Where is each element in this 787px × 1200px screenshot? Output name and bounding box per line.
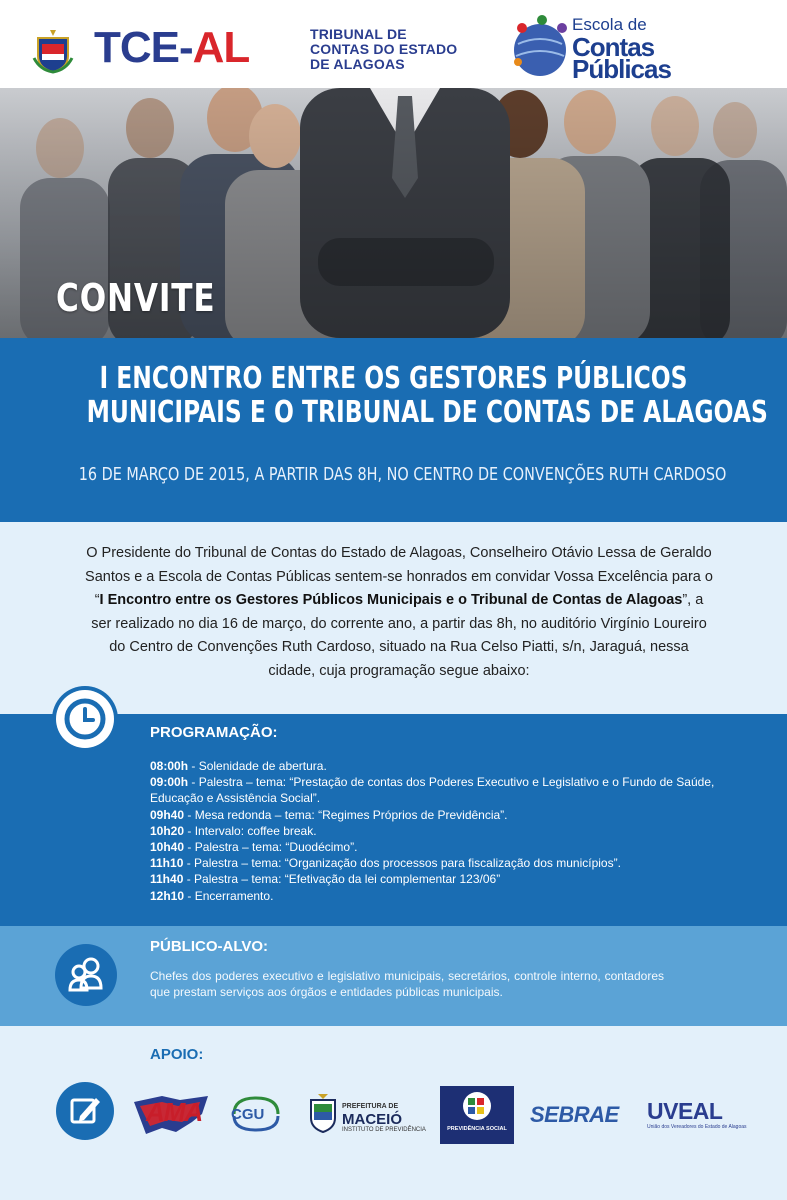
uveal-logo: UVEAL <box>647 1098 723 1124</box>
programacao-item: 10h40 - Palestra – tema: “Duodécimo”. <box>150 840 358 855</box>
programacao-item: 12h10 - Encerramento. <box>150 888 274 903</box>
edit-icon-badge <box>56 1082 114 1140</box>
programacao-item: 11h40 - Palestra – tema: “Efetivação da lei complementar 123/06” <box>150 872 501 887</box>
event-date: 16 DE MARÇO DE 2015, A PARTIR DAS 8H, NO CENTRO DE CONVENÇÕES RUTH CARDOSO <box>78 464 727 485</box>
previdencia-logo-box <box>440 1086 514 1144</box>
ama-logo: AMA <box>146 1097 203 1127</box>
programacao-item: 11h10 - Palestra – tema: “Organização dos processos para fiscalização dos municípios”. <box>150 856 621 871</box>
tce-al-logo: TCE-AL <box>94 23 250 72</box>
maceio-logo-prefix: PREFEITURA DE <box>342 1103 399 1110</box>
maceio-logo-subtitle: INSTITUTO DE PREVIDÊNCIA <box>342 1127 426 1133</box>
maceio-crest-icon <box>308 1094 338 1134</box>
alagoas-crest-icon <box>30 28 76 74</box>
cgu-logo: CGU <box>231 1106 265 1123</box>
edit-icon <box>56 1082 114 1140</box>
programacao-list <box>150 758 740 904</box>
people-icon-badge <box>55 944 117 1006</box>
programacao-item: 09:00h - Palestra – tema: “Prestação de contas dos Poderes Executivo e Legislativo e o Fundo de Saúde, Educação e Assistência Social”. <box>150 775 715 806</box>
previdencia-logo: PREVIDÊNCIA SOCIAL <box>447 1126 507 1132</box>
publico-title: PÚBLICO-ALVO: <box>150 938 269 955</box>
invitation-text: O Presidente do Tribunal de Contas do Estado de Alagoas, Conselheiro Otávio Lessa de Geraldo Santos e a Escola de Contas Públicas sentem-se honrados em convidar Vossa Excelência para o “I Encontro entre os Gestores Públicos Municipais e o Tribunal de Contas de Alagoas”, a ser realizado no dia 16 de março, do corrente ano, a partir das 8h, no auditório Virgínio Loureiro do Centro de Convenções Ruth Cardoso, situado na Rua Celso Piatti, s/n, Jaraguá, nessa cidade, cuja programação segue abaixo: <box>85 545 713 679</box>
uveal-logo-subtitle: União dos Vereadores do Estado de Alagoas <box>647 1124 747 1130</box>
convite-heading: CONVITE <box>56 276 216 320</box>
programacao-item: 08:00h - Solenidade de abertura. <box>150 759 327 773</box>
people-icon <box>55 944 117 1006</box>
apoio-title: APOIO: <box>150 1046 204 1063</box>
sebrae-logo: SEBRAE <box>530 1102 619 1127</box>
escola-contas-publicas-logo: Escola de Contas Públicas <box>572 15 671 84</box>
previdencia-emblem-icon <box>440 1086 514 1126</box>
programacao-item: 09h40 - Mesa redonda – tema: “Regimes Próprios de Previdência”. <box>150 807 508 822</box>
clock-icon <box>56 690 114 748</box>
maceio-logo: MACEIÓ <box>342 1111 402 1128</box>
tce-full-name: TRIBUNAL DE CONTAS DO ESTADO DE ALAGOAS <box>310 26 458 72</box>
publico-text: Chefes dos poderes executivo e legislativo municipais, secretários, controle interno, contadores que prestam serviços aos órgãos e entidades públicas municipais. <box>150 969 664 999</box>
programacao-item: 10h20 - Intervalo: coffee break. <box>150 823 317 838</box>
header <box>0 0 787 88</box>
event-title: I ENCONTRO ENTRE OS GESTORES PÚBLICOS MUNICIPAIS E O TRIBUNAL DE CONTAS DE ALAGOAS <box>86 361 768 430</box>
programacao-title: PROGRAMAÇÃO: <box>150 724 278 741</box>
clock-icon-badge <box>56 690 114 748</box>
